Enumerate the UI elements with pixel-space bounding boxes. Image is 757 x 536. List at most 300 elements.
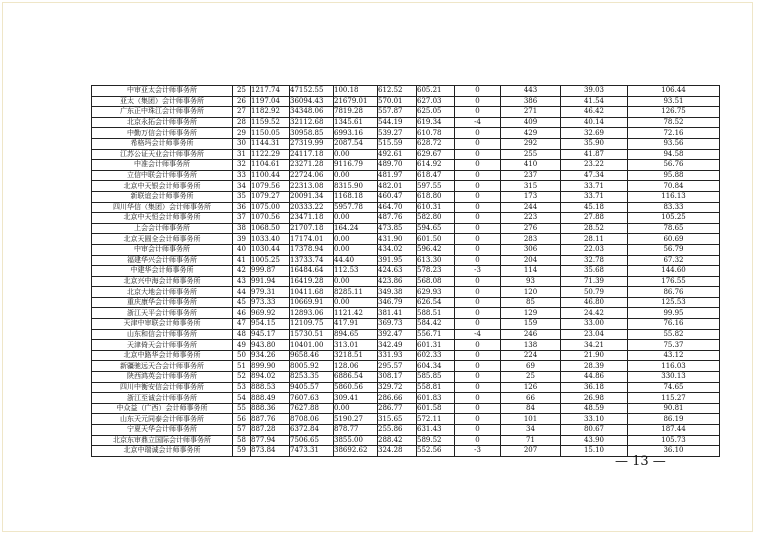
table-cell: 0 [455, 181, 501, 192]
table-cell: 887.28 [251, 425, 290, 436]
table-cell: 292 [501, 138, 561, 149]
table-cell: 20091.34 [290, 191, 334, 202]
table-cell: 67.32 [628, 255, 720, 266]
table-cell: 重庆康华会计师事务所 [92, 297, 233, 308]
table-cell: 176.55 [628, 276, 720, 287]
table-cell: 0 [455, 308, 501, 319]
table-cell: 3855.00 [334, 435, 378, 446]
table-cell: 331.93 [378, 350, 417, 361]
table-cell: 112.53 [334, 266, 378, 277]
table-cell: 46.42 [561, 107, 628, 118]
table-cell: 48 [233, 329, 251, 340]
table-cell: 83.33 [628, 202, 720, 213]
table-cell: 0.00 [334, 403, 378, 414]
table-cell: 32.78 [561, 255, 628, 266]
table-cell: 44.86 [561, 372, 628, 383]
table-cell: 0.00 [334, 234, 378, 245]
table-cell: 602.33 [417, 350, 455, 361]
table-cell: 8285.11 [334, 287, 378, 298]
table-cell: 0 [455, 287, 501, 298]
table-cell: 0.00 [334, 170, 378, 181]
table-cell: 945.17 [251, 329, 290, 340]
table-cell: 84 [501, 403, 561, 414]
table-cell: 115.27 [628, 393, 720, 404]
table-row [92, 255, 720, 266]
table-cell: 21707.18 [290, 223, 334, 234]
table-cell: 324.28 [378, 446, 417, 457]
table-cell: 1100.44 [251, 170, 290, 181]
table-cell: 8315.90 [334, 181, 378, 192]
table-cell: 北京大地会计师事务所 [92, 287, 233, 298]
table-cell: 539.27 [378, 128, 417, 139]
table-cell: 33.71 [561, 191, 628, 202]
table-cell: 94.58 [628, 149, 720, 160]
table-cell: 28.39 [561, 361, 628, 372]
table-cell: 1197.04 [251, 96, 290, 107]
table-cell: 6886.54 [334, 372, 378, 383]
table-cell: 308.17 [378, 372, 417, 383]
table-row [92, 170, 720, 181]
table-row [92, 107, 720, 118]
table-cell: 286.77 [378, 403, 417, 414]
table-cell: 16484.64 [290, 266, 334, 277]
table-cell: 0 [455, 276, 501, 287]
table-cell: 568.08 [417, 276, 455, 287]
table-cell: 中准会计师事务所 [92, 160, 233, 171]
ranking-table [91, 85, 720, 457]
table-cell: 1217.74 [251, 86, 290, 97]
table-cell: 52 [233, 372, 251, 383]
table-cell: 95.88 [628, 170, 720, 181]
table-cell: 0 [455, 107, 501, 118]
table-cell: 北京中天银会计师事务所 [92, 181, 233, 192]
table-cell: 271 [501, 107, 561, 118]
table-cell: 0 [455, 86, 501, 97]
table-cell: 15730.51 [290, 329, 334, 340]
table-cell: 36 [233, 202, 251, 213]
table-cell: 27.88 [561, 213, 628, 224]
table-cell: 99.95 [628, 308, 720, 319]
table-cell: 101 [501, 414, 561, 425]
table-cell: 80.67 [561, 425, 628, 436]
table-cell: 588.51 [417, 308, 455, 319]
table-cell: 四川中衡安信会计师事务所 [92, 382, 233, 393]
table-cell: 16419.28 [290, 276, 334, 287]
table-cell: 四川华信（集团）会计师事务所 [92, 202, 233, 213]
table-cell: 69 [501, 361, 561, 372]
table-cell: 亚太（集团）会计师事务所 [92, 96, 233, 107]
table-cell: 7819.28 [334, 107, 378, 118]
table-cell: 487.76 [378, 213, 417, 224]
table-cell: 陕西鸿英会计师事务所 [92, 372, 233, 383]
table-cell: 126 [501, 382, 561, 393]
table-cell: 129 [501, 308, 561, 319]
table-cell: 1121.42 [334, 308, 378, 319]
table-cell: 30 [233, 138, 251, 149]
table-cell: 34348.06 [290, 107, 334, 118]
table-cell: 66 [501, 393, 561, 404]
table-cell: 17174.01 [290, 234, 334, 245]
table-cell: 1033.40 [251, 234, 290, 245]
table-cell: 0 [455, 149, 501, 160]
table-cell: 544.19 [378, 117, 417, 128]
table-cell: 23.22 [561, 160, 628, 171]
table-cell: 71 [501, 435, 561, 446]
table-cell: 1144.31 [251, 138, 290, 149]
table-cell: 41.54 [561, 96, 628, 107]
table-cell: 572.11 [417, 414, 455, 425]
table-cell: 601.83 [417, 393, 455, 404]
table-cell: 120 [501, 287, 561, 298]
table-cell: 9658.46 [290, 350, 334, 361]
table-cell: 24.42 [561, 308, 628, 319]
table-cell: 43.12 [628, 350, 720, 361]
table-cell: 3218.51 [334, 350, 378, 361]
table-cell: 329.72 [378, 382, 417, 393]
table-cell: 0 [455, 191, 501, 202]
table-cell: 173 [501, 191, 561, 202]
table-cell: 276 [501, 223, 561, 234]
table-row [92, 414, 720, 425]
table-cell: 40.14 [561, 117, 628, 128]
table-cell: 0 [455, 425, 501, 436]
table-cell: 37 [233, 213, 251, 224]
table-cell: 35.90 [561, 138, 628, 149]
table-cell: 443 [501, 86, 561, 97]
table-cell: 315 [501, 181, 561, 192]
table-cell: 33.71 [561, 181, 628, 192]
table-cell: 105.73 [628, 435, 720, 446]
table-cell: 25 [501, 372, 561, 383]
table-cell: 1079.27 [251, 191, 290, 202]
table-row [92, 361, 720, 372]
table-cell: 0.00 [334, 149, 378, 160]
table-cell: 492.61 [378, 149, 417, 160]
table-cell: 20333.22 [290, 202, 334, 213]
table-cell: 429 [501, 128, 561, 139]
table-cell: 46 [233, 308, 251, 319]
table-cell: 888.53 [251, 382, 290, 393]
table-cell: 北京中瑞诚会计师事务所 [92, 446, 233, 457]
table-cell: 38692.62 [334, 446, 378, 457]
table-cell: 582.80 [417, 213, 455, 224]
table-cell: 24117.18 [290, 149, 334, 160]
table-cell: 0 [455, 319, 501, 330]
table-row [92, 276, 720, 287]
table-cell: 1070.56 [251, 213, 290, 224]
table-cell: 614.92 [417, 160, 455, 171]
table-cell: 409 [501, 117, 561, 128]
table-cell: 295.57 [378, 361, 417, 372]
table-cell: 223 [501, 213, 561, 224]
table-cell: 0 [455, 138, 501, 149]
table-cell: 中审会计师事务所 [92, 244, 233, 255]
table-cell: 78.52 [628, 117, 720, 128]
table-cell: 49 [233, 340, 251, 351]
table-cell: 山东和信会计师事务所 [92, 329, 233, 340]
table-cell: 286.66 [378, 393, 417, 404]
table-cell: 0 [455, 340, 501, 351]
table-cell: 32.69 [561, 128, 628, 139]
table-cell: 广东正中珠江会计师事务所 [92, 107, 233, 118]
table-cell: 612.52 [378, 86, 417, 97]
table-cell: 0 [455, 96, 501, 107]
ranking-table-body [92, 86, 720, 457]
table-cell: 86.76 [628, 287, 720, 298]
table-cell: 417.91 [334, 319, 378, 330]
table-cell: 北京中天恒会计师事务所 [92, 213, 233, 224]
table-cell: 126.75 [628, 107, 720, 118]
table-cell: 125.53 [628, 297, 720, 308]
table-cell: 1104.61 [251, 160, 290, 171]
table-cell: 50.79 [561, 287, 628, 298]
table-cell: 北京中路华会计师事务所 [92, 350, 233, 361]
table-cell: 460.47 [378, 191, 417, 202]
table-cell: 33 [233, 170, 251, 181]
table-cell: -4 [455, 117, 501, 128]
table-cell: 381.41 [378, 308, 417, 319]
table-cell: 605.21 [417, 86, 455, 97]
table-cell: 481.97 [378, 170, 417, 181]
table-cell: 22.03 [561, 244, 628, 255]
table-cell: 629.93 [417, 287, 455, 298]
table-cell: 0 [455, 255, 501, 266]
table-cell: 349.38 [378, 287, 417, 298]
table-cell: 17378.94 [290, 244, 334, 255]
table-row [92, 138, 720, 149]
table-cell: 27319.99 [290, 138, 334, 149]
table-row [92, 329, 720, 340]
table-cell: 天津倚天会计师事务所 [92, 340, 233, 351]
table-cell: 610.78 [417, 128, 455, 139]
table-cell: 969.92 [251, 308, 290, 319]
table-cell: 204 [501, 255, 561, 266]
table-cell: 5190.27 [334, 414, 378, 425]
table-cell: 41 [233, 255, 251, 266]
table-cell: 391.95 [378, 255, 417, 266]
table-cell: 10401.00 [290, 340, 334, 351]
table-cell: 999.87 [251, 266, 290, 277]
table-cell: 584.42 [417, 319, 455, 330]
table-cell: 55 [233, 403, 251, 414]
table-row [92, 181, 720, 192]
table-cell: 2087.54 [334, 138, 378, 149]
table-cell: 1182.92 [251, 107, 290, 118]
table-cell: 55.82 [628, 329, 720, 340]
table-cell: 47 [233, 319, 251, 330]
table-row [92, 128, 720, 139]
table-cell: 0.00 [334, 297, 378, 308]
table-row [92, 297, 720, 308]
table-row [92, 382, 720, 393]
table-cell: 601.31 [417, 340, 455, 351]
table-cell: 43.90 [561, 435, 628, 446]
table-cell: 0 [455, 170, 501, 181]
table-cell: 1005.25 [251, 255, 290, 266]
table-cell: 392.47 [378, 329, 417, 340]
table-cell: 45 [233, 297, 251, 308]
table-cell: 57 [233, 425, 251, 436]
table-cell: 93.51 [628, 96, 720, 107]
table-cell: 464.70 [378, 202, 417, 213]
table-cell: 56.79 [628, 244, 720, 255]
table-cell: 1122.29 [251, 149, 290, 160]
table-cell: 22313.08 [290, 181, 334, 192]
table-cell: 38 [233, 223, 251, 234]
table-cell: 346.79 [378, 297, 417, 308]
table-cell: 71.39 [561, 276, 628, 287]
table-cell: 1168.18 [334, 191, 378, 202]
table-cell: 899.90 [251, 361, 290, 372]
table-cell: 973.33 [251, 297, 290, 308]
table-cell: 943.80 [251, 340, 290, 351]
table-cell: 39.03 [561, 86, 628, 97]
table-cell: 386 [501, 96, 561, 107]
table-cell: 0 [455, 223, 501, 234]
table-cell: 33.00 [561, 319, 628, 330]
table-cell: 15.10 [561, 446, 628, 457]
table-cell: 224 [501, 350, 561, 361]
table-cell: 60.69 [628, 234, 720, 245]
table-cell: 28.52 [561, 223, 628, 234]
table-cell: 48.59 [561, 403, 628, 414]
table-cell: 255 [501, 149, 561, 160]
table-cell: 627.03 [417, 96, 455, 107]
table-cell: 934.26 [251, 350, 290, 361]
table-cell: 309.41 [334, 393, 378, 404]
table-cell: 100.18 [334, 86, 378, 97]
page-number: — 13 — [615, 454, 666, 469]
table-cell: 浙江至诚会计师事务所 [92, 393, 233, 404]
table-cell: 44.40 [334, 255, 378, 266]
table-row [92, 350, 720, 361]
table-row [92, 403, 720, 414]
table-cell: 21679.01 [334, 96, 378, 107]
table-cell: 32 [233, 160, 251, 171]
table-cell: 47.34 [561, 170, 628, 181]
table-cell: 8253.35 [290, 372, 334, 383]
table-cell: 10411.68 [290, 287, 334, 298]
table-cell: 0 [455, 403, 501, 414]
table-cell: 中勤万信会计师事务所 [92, 128, 233, 139]
table-cell: 138 [501, 340, 561, 351]
table-cell: 0 [455, 128, 501, 139]
table-cell: 246 [501, 329, 561, 340]
table-cell: 887.76 [251, 414, 290, 425]
table-cell: 410 [501, 160, 561, 171]
table-cell: 625.05 [417, 107, 455, 118]
table-cell: 22724.06 [290, 170, 334, 181]
table-row [92, 96, 720, 107]
table-cell: 北京东审鼎立国际会计师事务所 [92, 435, 233, 446]
table-cell: 1068.50 [251, 223, 290, 234]
table-row [92, 202, 720, 213]
table-cell: 597.55 [417, 181, 455, 192]
table-cell: 369.73 [378, 319, 417, 330]
table-cell: 29 [233, 128, 251, 139]
table-cell: 32112.68 [290, 117, 334, 128]
table-row [92, 244, 720, 255]
table-cell: 35 [233, 191, 251, 202]
table-cell: 288.42 [378, 435, 417, 446]
table-cell: 34 [501, 425, 561, 436]
table-cell: 601.58 [417, 403, 455, 414]
table-cell: 中审亚太会计师事务所 [92, 86, 233, 97]
table-cell: 6993.16 [334, 128, 378, 139]
table-cell: 76.16 [628, 319, 720, 330]
table-cell: 86.19 [628, 414, 720, 425]
table-cell: 1075.00 [251, 202, 290, 213]
table-cell: 47152.55 [290, 86, 334, 97]
table-cell: 894.02 [251, 372, 290, 383]
table-cell: 114 [501, 266, 561, 277]
table-cell: 1345.61 [334, 117, 378, 128]
table-cell: 255.86 [378, 425, 417, 436]
table-cell: 594.65 [417, 223, 455, 234]
table-cell: 0.00 [334, 244, 378, 255]
table-cell: 557.87 [378, 107, 417, 118]
table-row [92, 213, 720, 224]
table-cell: 888.49 [251, 393, 290, 404]
table-cell: 新联谊会计师事务所 [92, 191, 233, 202]
table-cell: 34.21 [561, 340, 628, 351]
table-row [92, 340, 720, 351]
table-cell: 25 [233, 86, 251, 97]
table-row [92, 393, 720, 404]
table-cell: 北京天圆全会计师事务所 [92, 234, 233, 245]
table-cell: 159 [501, 319, 561, 330]
table-cell: 5957.78 [334, 202, 378, 213]
table-cell: 93 [501, 276, 561, 287]
table-cell: 618.47 [417, 170, 455, 181]
table-cell: 13733.74 [290, 255, 334, 266]
table-cell: 26.98 [561, 393, 628, 404]
table-row [92, 319, 720, 330]
table-cell: 7506.65 [290, 435, 334, 446]
table-cell: 31 [233, 149, 251, 160]
table-cell: 36.10 [628, 446, 720, 457]
table-cell: 希格玛会计师事务所 [92, 138, 233, 149]
table-cell: 578.23 [417, 266, 455, 277]
table-cell: 1159.52 [251, 117, 290, 128]
table-cell: 473.85 [378, 223, 417, 234]
table-cell: 0.00 [334, 276, 378, 287]
table-cell: 0 [455, 414, 501, 425]
table-cell: 631.43 [417, 425, 455, 436]
table-cell: -3 [455, 446, 501, 457]
table-cell: 0 [455, 160, 501, 171]
table-cell: 596.42 [417, 244, 455, 255]
table-row [92, 223, 720, 234]
table-cell: 6372.84 [290, 425, 334, 436]
table-cell: 44 [233, 287, 251, 298]
table-cell: 0 [455, 297, 501, 308]
table-cell: 12893.06 [290, 308, 334, 319]
table-cell: 福建华兴会计师事务所 [92, 255, 233, 266]
table-cell: 27 [233, 107, 251, 118]
table-cell: 21.90 [561, 350, 628, 361]
table-cell: 187.44 [628, 425, 720, 436]
table-cell: 93.56 [628, 138, 720, 149]
table-cell: 23471.18 [290, 213, 334, 224]
table-cell: 619.34 [417, 117, 455, 128]
table-cell: 618.80 [417, 191, 455, 202]
table-row [92, 160, 720, 171]
table-cell: 613.30 [417, 255, 455, 266]
table-cell: 0 [455, 202, 501, 213]
table-cell: 1079.56 [251, 181, 290, 192]
table-cell: 894.65 [334, 329, 378, 340]
